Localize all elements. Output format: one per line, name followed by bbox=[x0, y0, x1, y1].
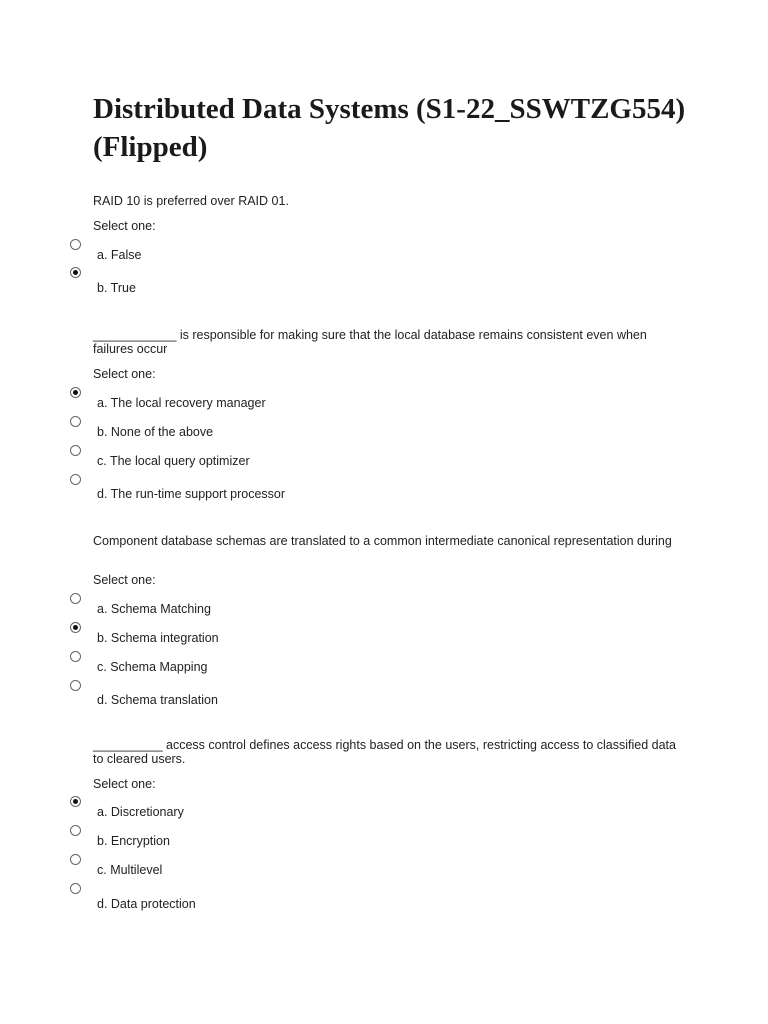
option-label: a. False bbox=[97, 248, 142, 262]
option-run-time-support-processor[interactable] bbox=[70, 474, 670, 501]
option-encryption[interactable] bbox=[70, 825, 670, 848]
option-label: b. None of the above bbox=[97, 425, 214, 439]
radio-button[interactable] bbox=[70, 445, 81, 456]
option-label: c. Schema Mapping bbox=[97, 660, 208, 674]
select-one-label: Select one: bbox=[93, 573, 156, 587]
radio-button[interactable] bbox=[70, 796, 81, 807]
option-schema-mapping[interactable] bbox=[70, 651, 670, 674]
option-discretionary[interactable] bbox=[70, 796, 670, 819]
question-text: RAID 10 is preferred over RAID 01. bbox=[93, 194, 289, 208]
question-text: __________ access control defines access rights based on the users, restricting access to classified data to cleared users. bbox=[93, 738, 676, 766]
radio-button[interactable] bbox=[70, 651, 81, 662]
option-label: d. Schema translation bbox=[97, 693, 218, 707]
radio-button[interactable] bbox=[70, 387, 81, 398]
option-schema-matching[interactable] bbox=[70, 593, 670, 616]
option-true[interactable] bbox=[70, 267, 670, 295]
option-schema-integration[interactable] bbox=[70, 622, 670, 645]
option-label: a. The local recovery manager bbox=[97, 396, 266, 410]
radio-button[interactable] bbox=[70, 239, 81, 250]
radio-button[interactable] bbox=[70, 416, 81, 427]
select-one-label: Select one: bbox=[93, 777, 156, 791]
radio-button[interactable] bbox=[70, 680, 81, 691]
radio-button[interactable] bbox=[70, 474, 81, 485]
radio-button[interactable] bbox=[70, 593, 81, 604]
option-multilevel[interactable] bbox=[70, 854, 670, 877]
radio-button[interactable] bbox=[70, 267, 81, 278]
question-text: Component database schemas are translated to a common intermediate canonical representation during bbox=[93, 534, 672, 548]
option-label: b. Schema integration bbox=[97, 631, 219, 645]
option-label: a. Discretionary bbox=[97, 805, 184, 819]
option-label: a. Schema Matching bbox=[97, 602, 211, 616]
select-one-label: Select one: bbox=[93, 219, 156, 233]
question-text: ____________ is responsible for making sure that the local database remains consistent even when failures occur bbox=[93, 328, 647, 356]
page-title: Distributed Data Systems (S1-22_SSWTZG554)(Flipped) bbox=[93, 93, 686, 163]
option-label: c. Multilevel bbox=[97, 863, 163, 877]
option-label: b. Encryption bbox=[97, 834, 170, 848]
radio-button[interactable] bbox=[70, 883, 81, 894]
option-label: d. Data protection bbox=[97, 897, 196, 911]
option-none-of-the-above[interactable] bbox=[70, 416, 670, 439]
radio-button[interactable] bbox=[70, 825, 81, 836]
option-schema-translation[interactable] bbox=[70, 680, 670, 707]
radio-button[interactable] bbox=[70, 622, 81, 633]
option-local-recovery-manager[interactable] bbox=[70, 387, 670, 410]
option-data-protection[interactable] bbox=[70, 883, 670, 911]
option-label: b. True bbox=[97, 281, 136, 295]
radio-button[interactable] bbox=[70, 854, 81, 865]
option-label: d. The run-time support processor bbox=[97, 487, 286, 501]
option-local-query-optimizer[interactable] bbox=[70, 445, 670, 468]
select-one-label: Select one: bbox=[93, 367, 156, 381]
option-label: c. The local query optimizer bbox=[97, 454, 250, 468]
option-false[interactable] bbox=[70, 239, 670, 262]
